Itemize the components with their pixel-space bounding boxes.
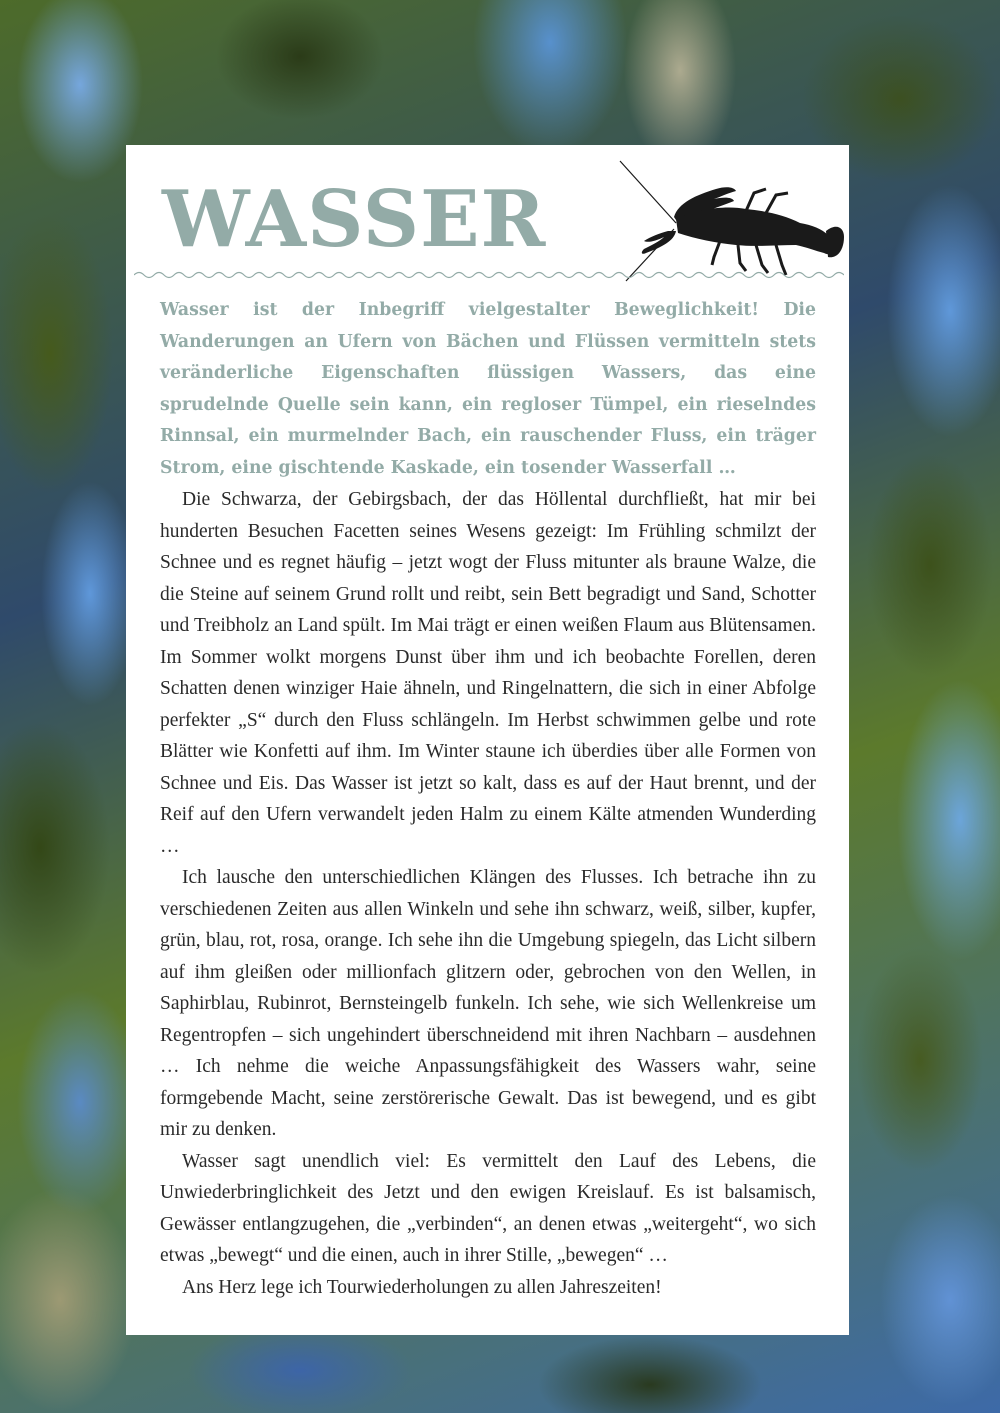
text-panel	[126, 145, 849, 1335]
article-body	[160, 295, 816, 1303]
body-paragraph-3: Wasser sagt unendlich viel: Es vermittelt den Lauf des Lebens, die Unwiederbringlichkeit des Jetzt und den ewigen Kreislauf. Es ist balsamisch, Gewässer entlangzugehen, die „verbinden“, an denen etwas „weitergeht“, wo sich etwas „bewegt“ und die einen, auch in ihrer Stille, „bewegen“ …	[160, 1150, 816, 1266]
body-paragraph-1: Die Schwarza, der Gebirgsbach, der das Höllental durchfließt, hat mir bei hunderten Besuchen Facetten seines Wesens gezeigt: Im Frühling schmilzt der Schnee und es regnet häufig – jetzt wogt der Fluss mitunter als braune Walze, die die Steine auf seinem Grund rollt und reibt, sein Bett begradigt und Sand, Schotter und Treibholz an Land spült. Im Mai trägt er einen weißen Flaum aus Blütensamen. Im Sommer wolkt morgens Dunst über ihm und ich beobachte Forellen, deren Schatten denen winziger Haie ähneln, und Ringelnattern, die sich in einer Abfolge perfekter „S“ durch den Fluss schlängeln. Im Herbst schwimmen gelbe und rote Blätter wie Konfetti auf ihm. Im Winter staune ich überdies über alle Formen von Schnee und Eis. Das Wasser ist jetzt so kalt, dass es auf der Haut brennt, und der Reif auf den Ufern verwandelt jeden Halm zu einem Kälte atmenden Wunderding …	[160, 489, 816, 857]
body-paragraph-2: Ich lausche den unterschiedlichen Klängen des Flusses. Ich betrache ihn zu verschiedenen Zeiten aus allen Winkeln und sehe ihn schwarz, weiß, silber, kupfer, grün, blau, rot, rosa, orange. Ich sehe ihn die Umgebung spiegeln, das Licht silbern auf ihm gleißen oder millionfach glitzern oder, gebrochen von den Wellen, in Saphirblau, Rubinrot, Bernsteingelb funkeln. Ich sehe, wie sich Wellenkreise um Regentropfen – sich ungehindert überschneidend mit ihren Nachbarn – ausdehnen … Ich nehme die weiche Anpassungsfähigkeit des Wassers wahr, seine formgebende Macht, seine zerstörerische Gewalt. Das ist bewegend, und es gibt mir zu denken.	[160, 867, 816, 1140]
wave-divider	[134, 269, 844, 281]
crayfish-silhouette-icon	[616, 153, 846, 283]
body-paragraph-4: Ans Herz lege ich Tourwiederholungen zu allen Jahreszeiten!	[182, 1276, 662, 1298]
intro-paragraph: Wasser ist der Inbegriff vielgestalter Beweglichkeit! Die Wanderungen an Ufern von Bächen und Flüssen vermitteln stets veränderliche Eigenschaften flüssigen Wassers, das eine sprudelnde Quelle sein kann, ein regloser Tümpel, ein rieselndes Rinnsal, ein murmelnder Bach, ein rauschender Fluss, ein träger Strom, eine gischtende Kaskade, ein tosender Wasserfall …	[160, 300, 816, 478]
page-title: WASSER	[162, 174, 547, 265]
